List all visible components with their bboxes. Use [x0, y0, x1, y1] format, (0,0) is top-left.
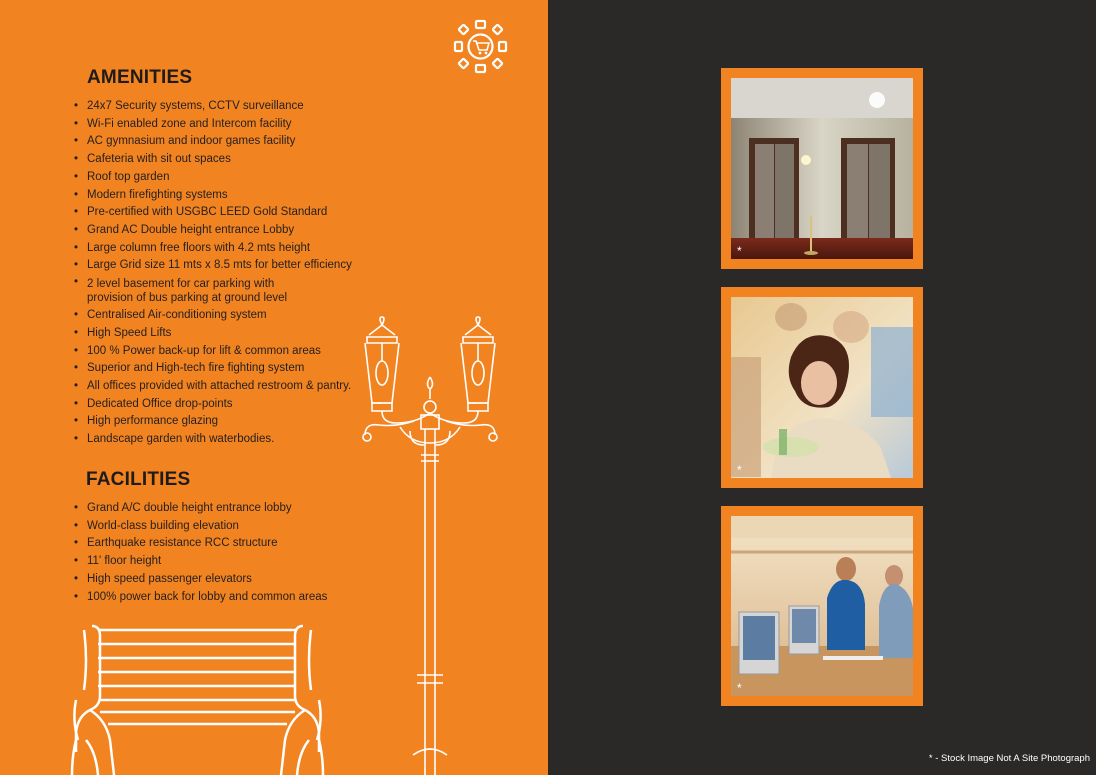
- list-item: • 11' floor height: [74, 553, 364, 571]
- list-item: • 100% power back for lobby and common areas: [74, 589, 364, 607]
- list-item: • Large Grid size 11 mts x 8.5 mts for better efficiency: [74, 257, 364, 275]
- photo-computer-store: [721, 506, 923, 706]
- amenities-list: [74, 98, 364, 449]
- list-item: • Centralised Air-conditioning system: [74, 307, 364, 325]
- list-item: • Earthquake resistance RCC structure: [74, 535, 364, 553]
- list-item: • 100 % Power back-up for lift & common areas: [74, 343, 364, 361]
- elevator-lobby-image: [731, 78, 913, 259]
- street-lamp-illustration: [355, 315, 505, 775]
- list-item: • Wi-Fi enabled zone and Intercom facility: [74, 116, 364, 134]
- list-item: • Roof top garden: [74, 169, 364, 187]
- list-item: • World-class building elevation: [74, 518, 364, 536]
- list-item: • All offices provided with attached restroom & pantry.: [74, 378, 364, 396]
- list-item: • AC gymnasium and indoor games facility: [74, 133, 364, 151]
- facilities-list: [74, 500, 364, 606]
- list-item: • Superior and High-tech fire fighting system: [74, 360, 364, 378]
- stock-image-marker: *: [737, 244, 742, 258]
- computer-store-image: [731, 516, 913, 696]
- footnote: * - Stock Image Not A Site Photograph: [928, 753, 1090, 764]
- stock-image-marker: *: [737, 681, 742, 695]
- photo-elevator-lobby: [721, 68, 923, 269]
- facilities-heading: FACILITIES: [86, 469, 191, 490]
- list-item: • 2 level basement for car parking with provision of bus parking at ground level: [74, 275, 292, 307]
- list-item: • Dedicated Office drop-points: [74, 396, 364, 414]
- list-item: • High speed passenger elevators: [74, 571, 364, 589]
- list-item: • High Speed Lifts: [74, 325, 364, 343]
- list-item: • Cafeteria with sit out spaces: [74, 151, 364, 169]
- cafeteria-image: [731, 297, 913, 478]
- list-item: • 24x7 Security systems, CCTV surveillance: [74, 98, 364, 116]
- list-item: • Pre-certified with USGBC LEED Gold Standard: [74, 204, 364, 222]
- amenities-heading: AMENITIES: [87, 67, 193, 88]
- shopping-cart-icon: [453, 19, 508, 74]
- list-item: • Large column free floors with 4.2 mts height: [74, 240, 364, 258]
- list-item: • Grand A/C double height entrance lobby: [74, 500, 364, 518]
- list-item: • High performance glazing: [74, 413, 364, 431]
- list-item: • Grand AC Double height entrance Lobby: [74, 222, 364, 240]
- stock-image-marker: *: [737, 463, 742, 477]
- photo-cafeteria: [721, 287, 923, 488]
- list-item: • Modern firefighting systems: [74, 187, 364, 205]
- bench-illustration: [70, 622, 325, 775]
- list-item: • Landscape garden with waterbodies.: [74, 431, 364, 449]
